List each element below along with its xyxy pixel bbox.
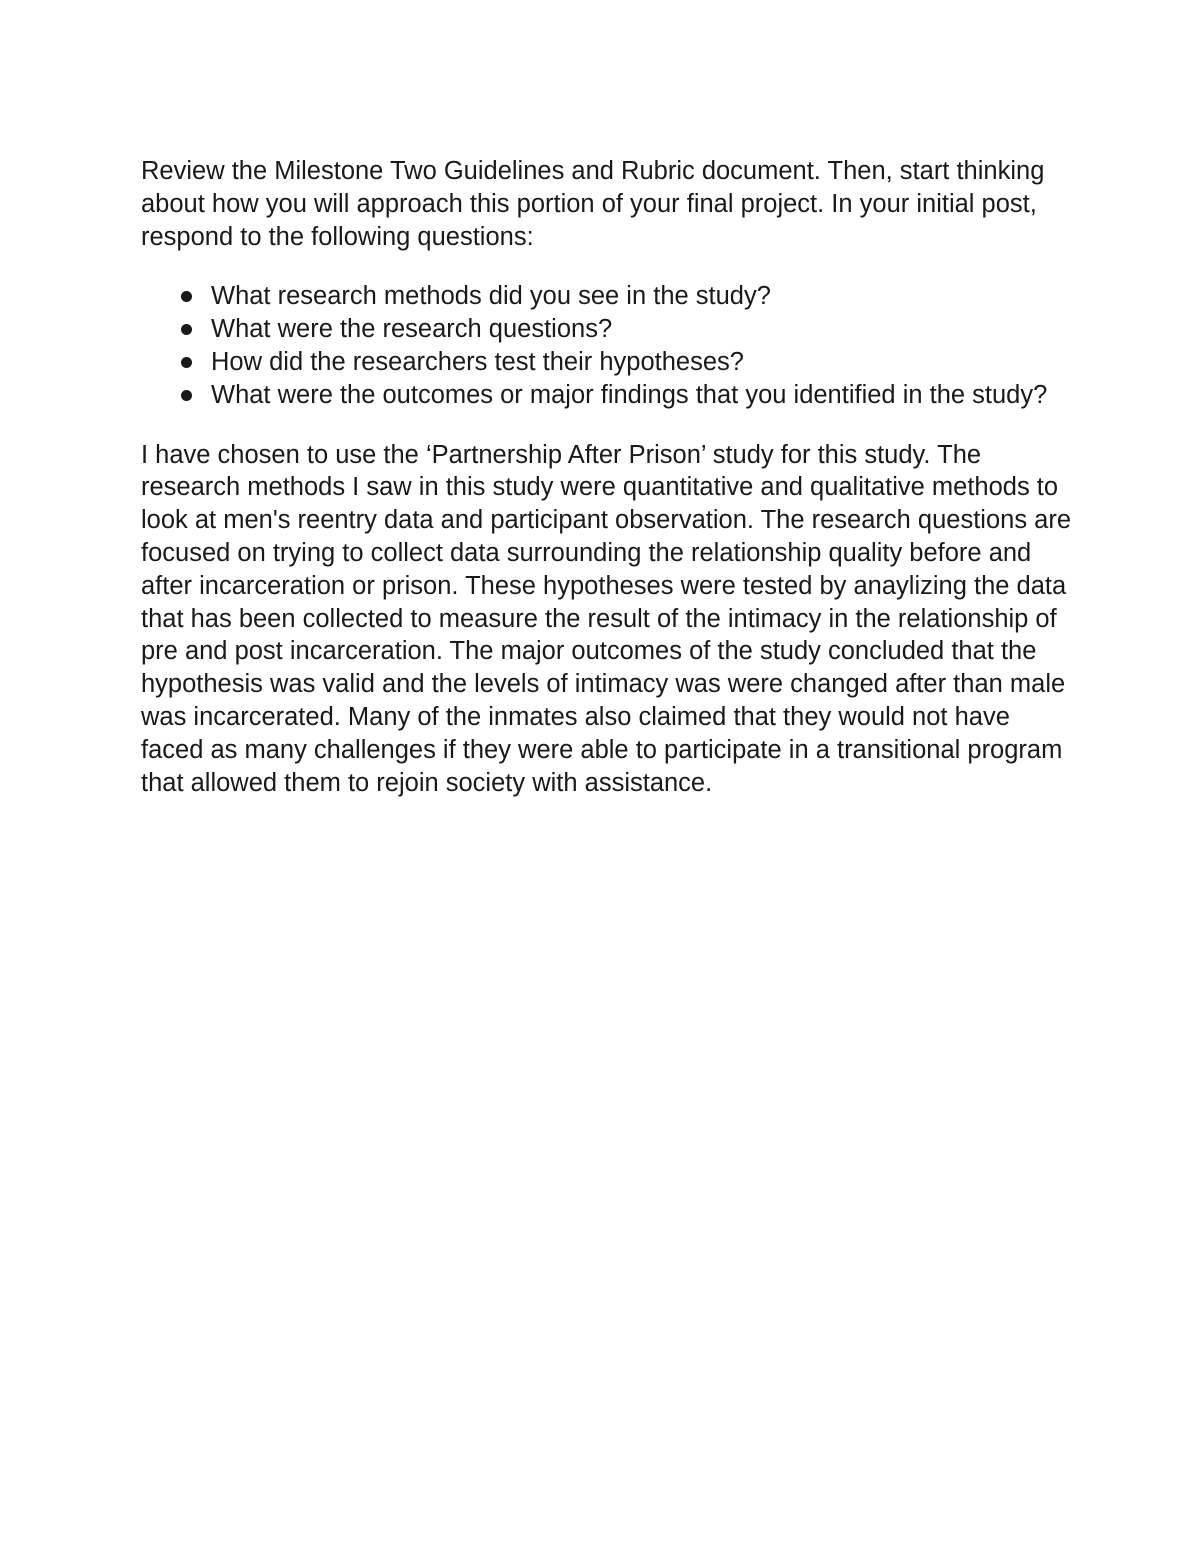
prompt-paragraph: Review the Milestone Two Guidelines and Rubric document. Then, start thinking about how you will approach this portion of your final project. In your initial post, respond to the following questions: [141,157,1045,251]
question-list [141,280,1071,411]
bullet-icon [181,357,192,368]
list-item [141,379,1071,412]
list-item [141,280,1071,313]
answer-paragraph: I have chosen to use the ‘Partnership After Prison’ study for this study. The research methods I saw in this study were quantitative and qualitative methods to look at men's reentry data and participant observation. The research questions are focused on trying to collect data surrounding the relationship quality before and after incarceration or prison. These hypotheses were tested by anaylizing the data that has been collected to measure the result of the intimacy in the relationship of pre and post incarceration. The major outcomes of the study concluded that the hypothesis was valid and the levels of intimacy was were changed after than male was incarcerated. Many of the inmates also claimed that they would not have faced as many challenges if they were able to participate in a transitional program that allowed them to rejoin society with assistance. [141,440,1072,797]
bullet-icon [181,324,192,335]
list-item [141,313,1071,346]
bullet-icon [181,291,192,302]
question-text: What were the outcomes or major findings that you identified in the study? [211,380,1048,409]
list-item [141,346,1071,379]
question-text: What were the research questions? [211,315,613,344]
bullet-icon [181,390,192,401]
question-text: What research methods did you see in the study? [211,282,771,311]
question-text: How did the researchers test their hypotheses? [211,347,744,376]
document-body [141,155,1071,799]
